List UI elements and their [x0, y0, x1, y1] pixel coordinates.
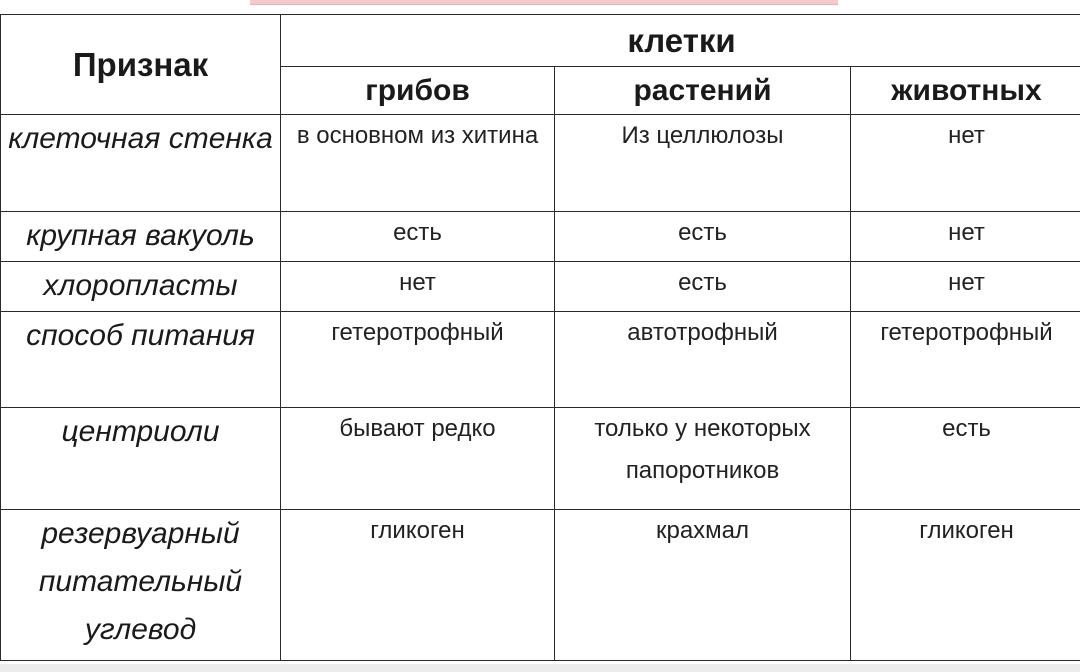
row-feature: резервуарный питательный углевод [1, 510, 281, 661]
cell-fungi: гетеротрофный [281, 312, 555, 408]
cell-fungi: гликоген [281, 510, 555, 661]
cell-plants: есть [555, 262, 851, 312]
table-row [1, 115, 1080, 212]
cell-comparison-table [0, 14, 1080, 661]
cell-fungi: есть [281, 212, 555, 262]
bottom-edge-strip [0, 664, 1080, 672]
cell-animals: нет [851, 212, 1080, 262]
cell-fungi: нет [281, 262, 555, 312]
column-header-animals: животных [851, 67, 1080, 115]
cell-animals: нет [851, 262, 1080, 312]
cell-fungi: в основном из хитина [281, 115, 555, 212]
cell-plants: только у некоторых папоротников [555, 408, 851, 510]
cells-group-header: клетки [281, 15, 1080, 67]
row-feature: клеточная стенка [1, 115, 281, 212]
cell-animals: есть [851, 408, 1080, 510]
column-header-fungi: грибов [281, 67, 555, 115]
cell-plants: автотрофный [555, 312, 851, 408]
table-row [1, 312, 1080, 408]
row-feature: центриоли [1, 408, 281, 510]
table-row [1, 408, 1080, 510]
cell-animals: нет [851, 115, 1080, 212]
cell-animals: гетеротрофный [851, 312, 1080, 408]
top-edge-strip [250, 0, 838, 5]
header-row [1, 15, 1080, 67]
row-feature: крупная вакуоль [1, 212, 281, 262]
column-header-plants: растений [555, 67, 851, 115]
feature-column-header: Признак [1, 15, 281, 115]
cell-plants: есть [555, 212, 851, 262]
row-feature: хлоропласты [1, 262, 281, 312]
cell-plants: крахмал [555, 510, 851, 661]
table-row [1, 510, 1080, 661]
cell-animals: гликоген [851, 510, 1080, 661]
table-row [1, 262, 1080, 312]
cell-plants: Из целлюлозы [555, 115, 851, 212]
row-feature: способ питания [1, 312, 281, 408]
cell-fungi: бывают редко [281, 408, 555, 510]
table-row [1, 212, 1080, 262]
